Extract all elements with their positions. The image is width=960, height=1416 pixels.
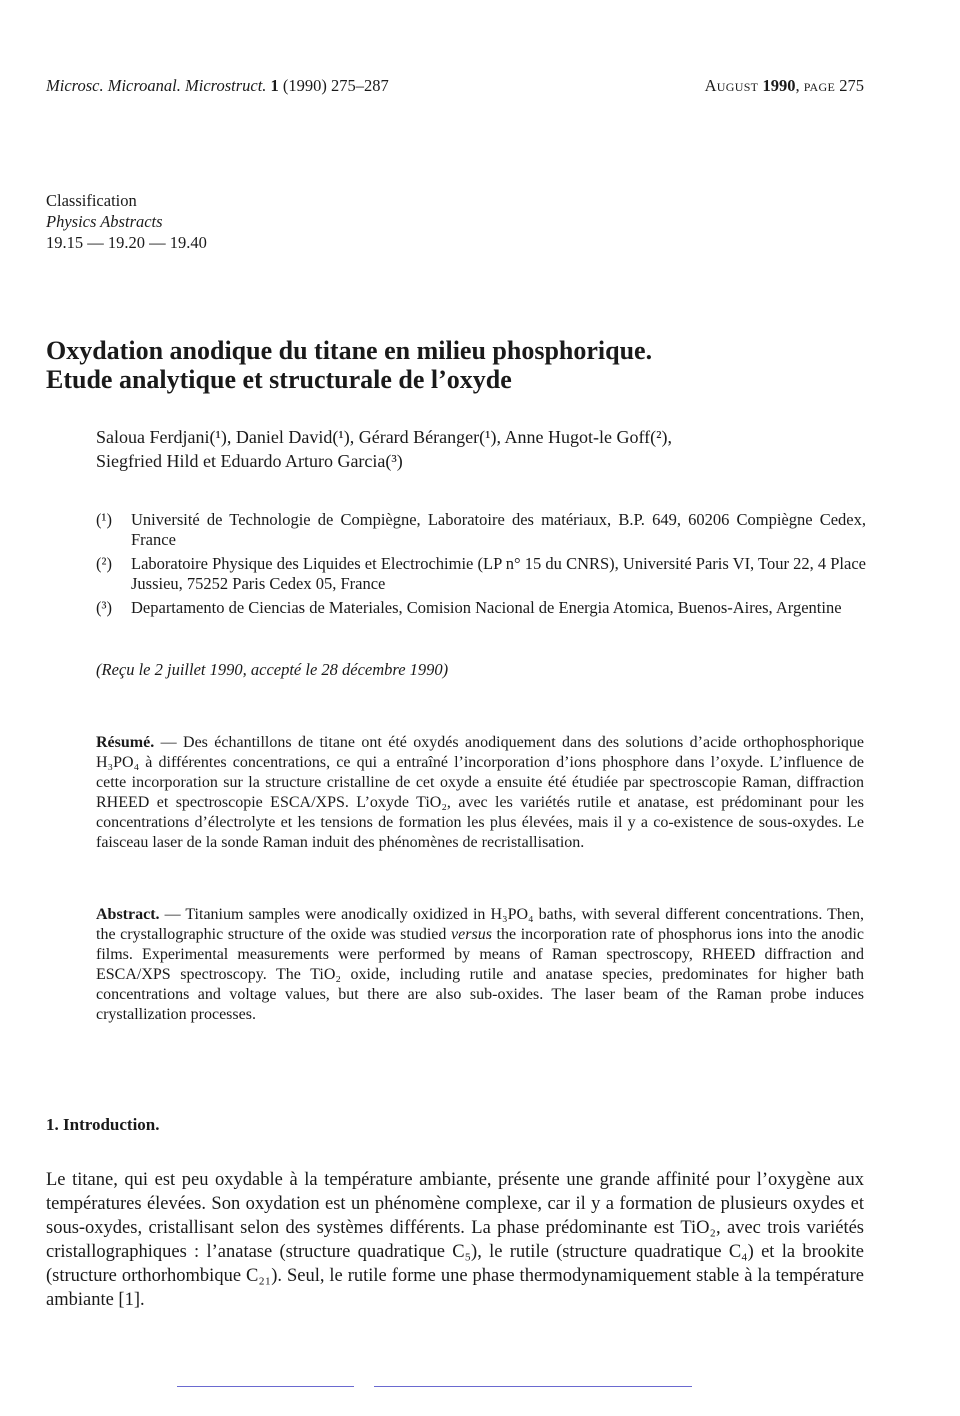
affiliation-3 xyxy=(96,598,866,618)
affiliation-marker: (¹) xyxy=(96,510,112,529)
abstract-text-part-1: — Titanium samples were anodically oxidized in H₃PO₄ baths, with several different concentrations. Then, the crystallographic structure of the oxide was studied xyxy=(96,906,865,943)
affiliation-marker: (³) xyxy=(96,598,112,617)
journal-name: Microsc. Microanal. Microstruct. xyxy=(46,76,267,95)
comma: , xyxy=(795,76,800,95)
classification-codes: 19.15 — 19.20 — 19.40 xyxy=(46,233,207,252)
volume-number: 1 xyxy=(270,76,279,95)
affiliation-1 xyxy=(96,510,866,550)
physics-abstracts-label: Physics Abstracts xyxy=(46,212,163,231)
affiliation-text: Departamento de Ciencias de Materiales, Comision Nacional de Energia Atomica, Buenos-Aires, Argentine xyxy=(131,598,842,617)
issue-month: August xyxy=(704,76,759,95)
introduction-paragraph: Le titane, qui est peu oxydable à la température ambiante, présente une grande affinité pour l’oxygène aux températures élevées. Son oxydation est un phénomène complexe, car il y a formation de plusieurs oxydes et sous-oxydes, cristallisant selon des systèmes différents. La phase prédominante est TiO₂, avec trois variétés cristallographiques : l’anatase (structure quadratique C₅), le rutile (structure quadratique C₄) et la brookite (structure orthorhombique C₂₁). Seul, le rutile forme une phase thermodynamiquement stable à la température ambiante [1]. xyxy=(46,1170,864,1310)
authors-line-1: Saloua Ferdjani(¹), Daniel David(¹), Gérard Béranger(¹), Anne Hugot-le Goff(²), xyxy=(96,427,673,447)
affiliation-text: Université de Technologie de Compiègne, Laboratoire des matériaux, B.P. 649, 60206 Compiègne Cedex, France xyxy=(131,510,866,549)
resume-paragraph xyxy=(96,733,864,853)
year-pages: (1990) 275–287 xyxy=(282,76,389,95)
abstract-paragraph xyxy=(96,905,864,1025)
abstract-text-part-2: the incorporation rate of phosphorus ions into the anodic films. Experimental measurements were performed by means of Raman spectroscopy, RHEED diffraction and ESCA/XPS spectroscopy. The TiO₂ oxide, including rutile and anatase species, predominates for higher bath concentrations and voltage values, but there are also sub-oxides. The laser beam of the Raman probe induces crystallization processes. xyxy=(96,926,865,1023)
received-dates: (Reçu le 2 juillet 1990, accepté le 28 décembre 1990) xyxy=(96,660,449,679)
footer-rule-right xyxy=(374,1386,692,1387)
classification-label: Classification xyxy=(46,191,137,210)
abstract-emphasis: versus xyxy=(451,926,492,943)
authors-line-2: Siegfried Hild et Eduardo Arturo Garcia(³) xyxy=(96,451,403,471)
issue-year: 1990 xyxy=(762,76,796,95)
abstract-label: Abstract. xyxy=(96,906,160,923)
running-header-citation xyxy=(46,76,389,96)
title-line-1: Oxydation anodique du titane en milieu phosphorique. xyxy=(46,336,653,365)
page-label: page xyxy=(803,76,836,95)
page-number: 275 xyxy=(839,76,864,95)
affiliation-2 xyxy=(96,554,866,594)
paper-title xyxy=(46,336,906,394)
title-line-2: Etude analytique et structurale de l’oxyde xyxy=(46,365,512,394)
affiliation-marker: (²) xyxy=(96,554,112,573)
author-list xyxy=(96,425,896,473)
footer-rule-left xyxy=(177,1386,354,1387)
affiliations xyxy=(96,510,866,622)
resume-label: Résumé. xyxy=(96,734,155,751)
classification-block xyxy=(46,190,207,253)
affiliation-text: Laboratoire Physique des Liquides et Electrochimie (LP n° 15 du CNRS), Université Paris VI, Tour 22, 4 Place Jussieu, 75252 Paris Cedex 05, France xyxy=(131,554,866,593)
section-heading: 1. Introduction. xyxy=(46,1115,160,1134)
running-header-date xyxy=(705,76,864,96)
resume-text: — Des échantillons de titane ont été oxydés anodiquement dans des solutions d’acide orthophosphorique H₃PO₄ à différentes concentrations, ce qui a entraîné l’incorporation d’ions phosphore dans l’oxyde. L’influence de cette incorporation sur la structure cristalline de cet oxyde a ensuite été étudiée par spectroscopie Raman, diffraction RHEED et spectroscopie ESCA/XPS. L’oxyde TiO₂, avec les variétés rutile et anatase, est prédominant pour les concentrations d’électrolyte et les tensions de formation les plus élevées, mais il y a co-existence de sous-oxydes. Le faisceau laser de la sonde Raman induit des phénomènes de recristallisation. xyxy=(96,734,865,851)
